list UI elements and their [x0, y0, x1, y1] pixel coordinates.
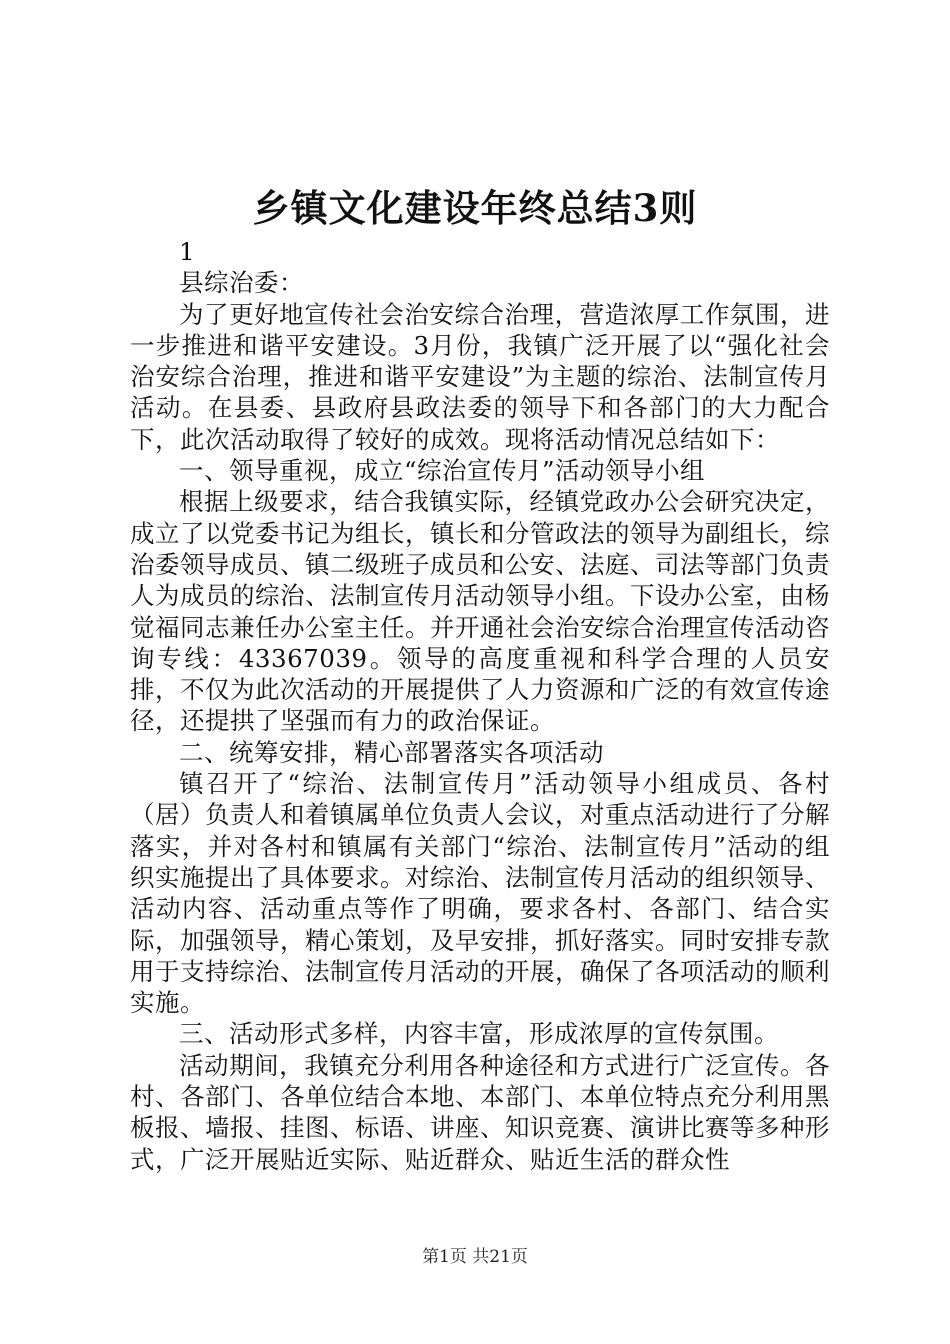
paragraph: 镇召开了“综治、法制宣传月”活动领导小组成员、各村（居）负责人和着镇属单位负责人会议，对重点活动进行了分解落实，并对各村和镇属有关部门“综治、法制宣传月”活动的组织实施提出了具体要求。对综治、法制宣传月活动的组织领导、活动内容、活动重点等作了明确，要求各村、各部门、结合实际，加强领导，精心策划，及早安排，抓好落实。同时安排专款用于支持综治、法制宣传月活动的开展，确保了各项活动的顺利实施。	[130, 769, 830, 1018]
paragraph: 为了更好地宣传社会治安综合治理，营造浓厚工作氛围，进一步推进和谐平安建设。3月份，我镇广泛开展了以“强化社会治安综合治理，推进和谐平安建设”为主题的综治、法制宣传月活动。在县委、县政府县政法委的领导下和各部门的大力配合下，此次活动取得了较好的成效。现将活动情况总结如下：	[130, 299, 830, 454]
section-heading: 一、领导重视，成立“综治宣传月”活动领导小组	[179, 456, 706, 486]
document-title: 乡镇文化建设年终总结3则	[252, 186, 698, 230]
paragraph: 根据上级要求，结合我镇实际，经镇党政办公会研究决定，成立了以党委书记为组长，镇长和分管政法的领导为副组长，综治委领导成员、镇二级班子成员和公安、法庭、司法等部门负责人为成员的综治、法制宣传月活动领导小组。下设办公室，由杨觉福同志兼任办公室主任。并开通社会治安综合治理宣传活动咨询专线：43367039。领导的高度重视和科学合理的人员安排，不仅为此次活动的开展提供了人力资源和广泛的有效宣传途径，还提拱了坚强而有力的政治保证。	[130, 487, 830, 736]
section-heading: 二、统筹安排，精心部署落实各项活动	[179, 737, 604, 767]
document-body	[130, 236, 830, 1175]
section-number: 1	[179, 237, 196, 266]
section-heading: 三、活动形式多样，内容丰富，形成浓厚的宣传氛围。	[179, 1019, 779, 1049]
salutation: 县综治委：	[179, 268, 304, 298]
page-footer: 第1页 共21页	[422, 1247, 528, 1267]
paragraph: 活动期间，我镇充分利用各种途径和方式进行广泛宣传。各村、各部门、各单位结合本地、本部门、本单位特点充分利用黑板报、墙报、挂图、标语、讲座、知识竞赛、演讲比赛等多种形式，广泛开展贴近实际、贴近群众、贴近生活的群众性	[130, 1050, 830, 1174]
